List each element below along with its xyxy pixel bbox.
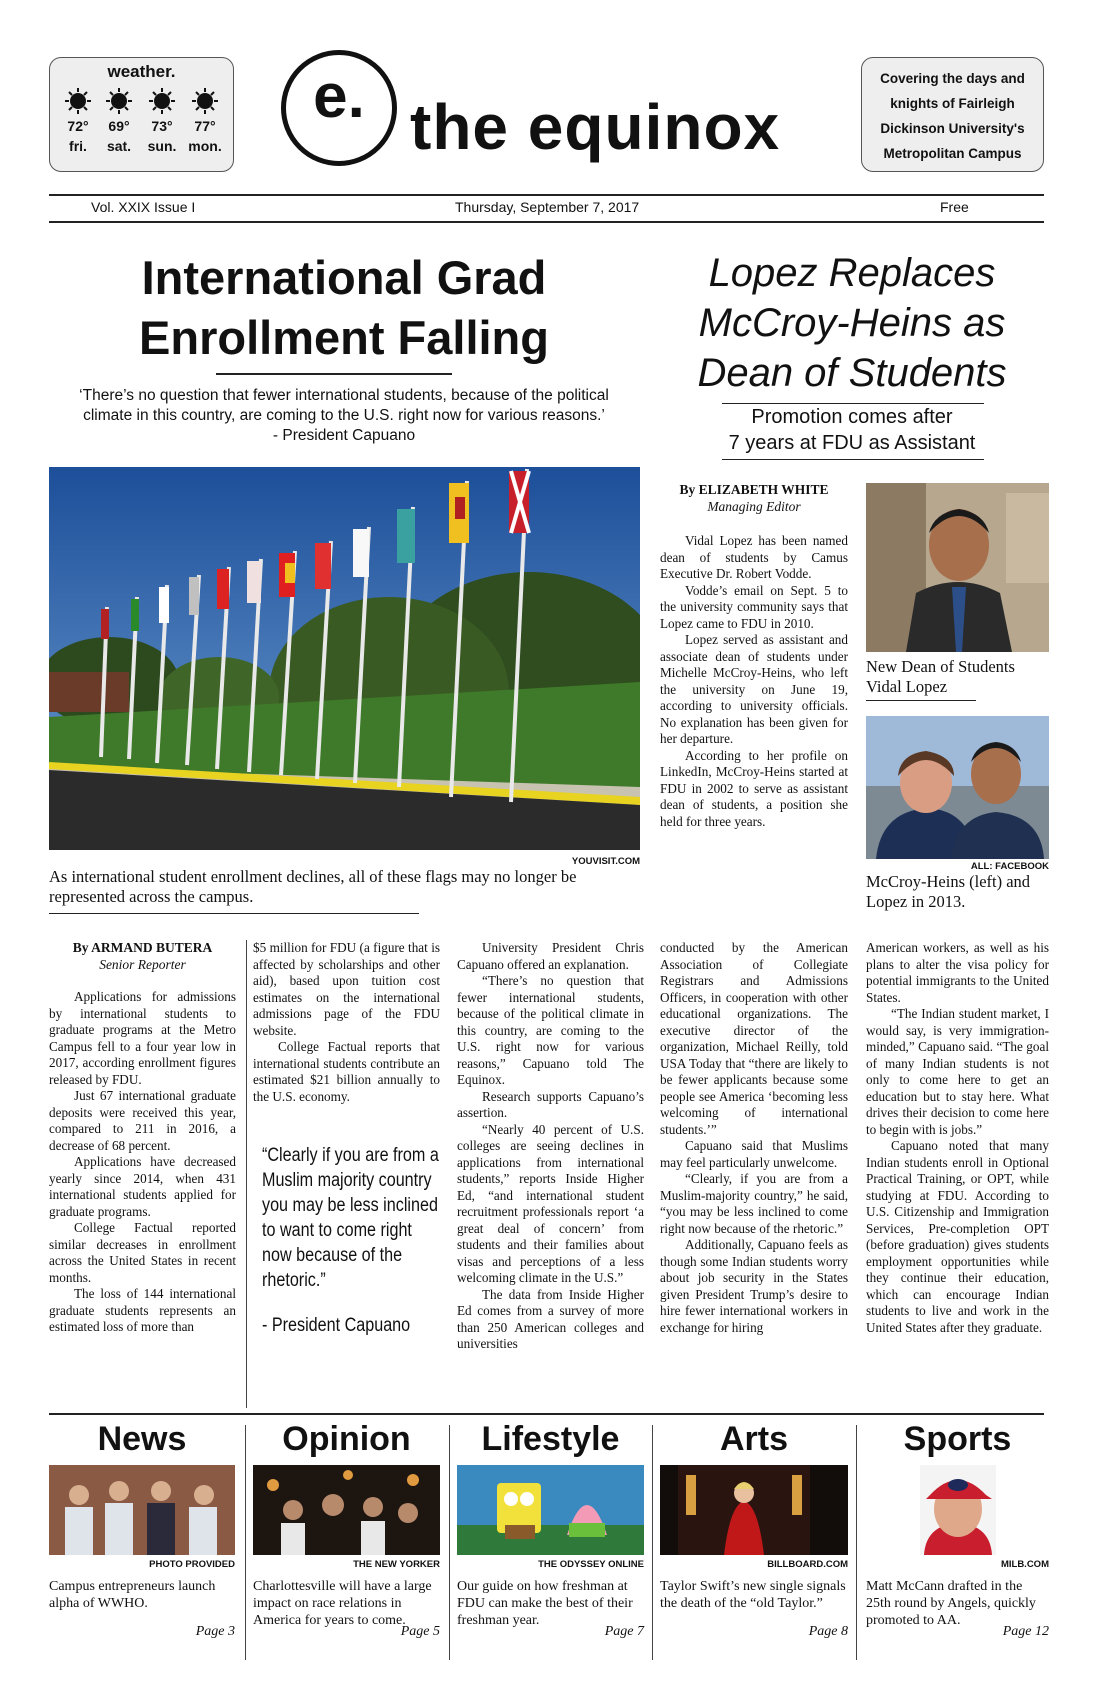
paragraph: American workers, as well as his plans to alter the visa policy for potential immigrants to the United States.: [866, 940, 1049, 1005]
weather-temp: 69°: [108, 118, 130, 134]
lead-story-column-4: [660, 940, 848, 1336]
portrait-illustration: [866, 716, 1049, 859]
column-divider: [449, 1425, 450, 1660]
paragraph: Vodde’s email on Sept. 5 to the university community says that Lopez came to FDU in 2010.: [660, 582, 848, 631]
lead-photo-flags: [49, 467, 640, 850]
weather-temp: 72°: [67, 118, 89, 134]
weather-box: [49, 57, 234, 172]
paragraph: “The Indian student market, I would say, is very immigration-minded,” Capuano said. “The goal of many Indian students is not only to come here to get an education but to stay here. What drives their decision to come here to begin with is jobs.”: [866, 1006, 1049, 1137]
paragraph: conducted by the American Association of Collegiate Registrars and Admissions Officers, in cooperation with other educational organizations. The executive director of the organization, Michael Reilly, told USA Today that “there are likely to be fewer applicants because some people see America ‘becoming less welcoming of international students.’”: [660, 940, 848, 1137]
issue-price: Free: [940, 199, 969, 215]
crowd-photo-illustration: [253, 1465, 440, 1555]
weather-day: fri.: [69, 138, 87, 154]
section-title: News: [97, 1420, 187, 1458]
paragraph: $5 million for FDU (a figure that is affected by scholarships and other aid), based upon tuition cost estimates on the international admissions page of the FDU website.: [253, 940, 440, 1038]
music-video-illustration: [660, 1465, 848, 1555]
lead-headline: [49, 248, 639, 368]
lead-story-column-5: [866, 940, 1049, 1336]
lead-story-column-2: [253, 940, 440, 1105]
paragraph: The loss of 144 international graduate students represents an estimated loss of more than: [49, 1286, 236, 1334]
paragraph: Additionally, Capuano feels as though some Indian students worry about job security in the States given President Trump’s desire to hire fewer international workers in exchange for hiring: [660, 1237, 848, 1335]
photo-credit: MILB.COM: [1000, 1559, 1049, 1570]
paragraph: University President Chris Capuano offered an explanation.: [457, 940, 644, 972]
column-divider: [245, 1425, 246, 1660]
second-story-text: [660, 482, 848, 830]
quote-attribution: - President Capuano: [262, 1315, 411, 1336]
portrait-illustration: [866, 483, 1049, 652]
paragraph: College Factual reported similar decreases in enrollment across the United States in recent months.: [49, 1220, 236, 1285]
section-news[interactable]: [49, 1420, 235, 1650]
weather-day: sat.: [106, 138, 132, 154]
section-arts[interactable]: [660, 1420, 848, 1650]
weather-day-mon: [185, 88, 225, 154]
weather-day-sat: [99, 88, 139, 154]
divider: [49, 194, 1044, 196]
sun-icon: [65, 88, 91, 114]
issue-date: Thursday, September 7, 2017: [455, 199, 640, 215]
quote-box: [262, 1143, 442, 1338]
lead-story-column-1: [49, 940, 236, 1336]
divider: [49, 913, 419, 914]
pull-quote-attribution: - President Capuano: [272, 427, 416, 444]
weather-day: sun.: [147, 138, 177, 154]
logo-mark: [281, 50, 397, 166]
paragraph: “There’s no question that fewer international students, because of the political climate in this country, are coming to the U.S. right now for various reasons,” Capuano told The Equinox.: [457, 973, 644, 1087]
photo-mccroy-heins-caption: McCroy-Heins (left) and Lopez in 2013.: [866, 872, 1031, 911]
mission-line: Covering the days and: [880, 71, 1025, 86]
divider: [49, 221, 1044, 223]
paragraph: Applications have decreased yearly since 2014, when 431 international students applied for graduate programs.: [49, 1154, 236, 1219]
section-page-link[interactable]: Page 7: [604, 1624, 644, 1639]
section-news-photo: [49, 1465, 235, 1555]
photo-mccroy-heins-lopez: [866, 716, 1049, 859]
paragraph: “Clearly, if you are from a Muslim-majority country,” he said, “you may be less inclined to come right now because of the rhetoric.”: [660, 1171, 848, 1236]
paragraph: College Factual reports that international students contribute an estimated $21 billion annually to the U.S. economy.: [253, 1039, 440, 1104]
mission-line: knights of Fairleigh: [890, 96, 1015, 111]
photo-credit: BILLBOARD.COM: [767, 1559, 848, 1570]
photo-credit: ALL: FACEBOOK: [970, 861, 1049, 872]
paragraph: Research supports Capuano’s assertion.: [457, 1088, 644, 1120]
weather-day: mon.: [188, 138, 222, 154]
lead-headline-line: International Grad: [141, 251, 547, 304]
divider: [722, 459, 984, 460]
paragraph: Applications for admissions by international students to graduate programs at the Metro Campus fell to a four year low in 2017, according enrollment figures released by FDU.: [49, 989, 236, 1087]
section-page-link[interactable]: Page 3: [195, 1624, 235, 1639]
byline-role: Managing Editor: [707, 498, 801, 514]
group-photo-illustration: [49, 1465, 235, 1555]
column-divider: [246, 940, 247, 1408]
section-page-link[interactable]: Page 8: [808, 1624, 848, 1639]
sun-icon: [192, 88, 218, 114]
column-divider: [652, 1425, 653, 1660]
photo-lopez: [866, 483, 1049, 652]
section-teaser: Charlottesville will have a large impact on race relations in America for years to come.: [253, 1579, 432, 1628]
paragraph: Capuano noted that many Indian students enroll in Optional Practical Training, or OPT, while studying at FDU. According to U.S. Citizenship and Immigration Services, Pre-completion OPT (before graduation) gives students employment opportunities while they continue their education, which can encourage Indian students to live and work in the United States after they graduate.: [866, 1138, 1049, 1335]
paragraph: Lopez served as assistant and associate dean of students under Michelle McCroy-Heins, who left the university on June 19, according to university officials. No explanation has been given for her departure.: [660, 632, 848, 746]
mission-line: Metropolitan Campus: [883, 146, 1022, 161]
section-lifestyle[interactable]: [457, 1420, 644, 1650]
weather-title: weather.: [107, 62, 176, 81]
byline: By ELIZABETH WHITE: [679, 482, 829, 497]
paragraph: According to her profile on LinkedIn, McCroy-Heins started at FDU in 2002 to serve as assistant dean of students, a position she held for three years.: [660, 747, 848, 829]
photo-credit: YOUVISIT.COM: [571, 856, 640, 867]
lead-headline-line: Enrollment Falling: [139, 311, 549, 364]
pull-quote-line: ‘There’s no question that fewer international students, because of the political: [79, 387, 609, 404]
section-page-link[interactable]: Page 5: [400, 1624, 440, 1639]
paragraph: Vidal Lopez has been named dean of students by Camus Executive Dr. Robert Vodde.: [660, 533, 848, 581]
subhead-line: 7 years at FDU as Assistant: [728, 432, 976, 454]
lead-story-column-3: [457, 940, 644, 1353]
byline-role: Senior Reporter: [99, 956, 186, 972]
second-subhead: [676, 404, 1028, 456]
second-headline-line: Dean of Students: [697, 351, 1007, 395]
section-title: Opinion: [282, 1420, 411, 1458]
section-teaser: Taylor Swift’s new single signals the death of the “old Taylor.”: [660, 1579, 846, 1611]
logo-letter: e.: [313, 62, 365, 131]
second-headline: [676, 248, 1028, 398]
section-sports-photo: [866, 1465, 1049, 1555]
sun-icon: [106, 88, 132, 114]
paragraph: “Nearly 40 percent of U.S. colleges are seeing declines in applications from international students,” reports Inside Higher Ed, “and international student recruitment professionals report ‘a great deal of concern’ from students and their families about visas and perceptions of a less welcoming climate in the U.S.”: [457, 1121, 644, 1285]
section-opinion[interactable]: [253, 1420, 440, 1650]
second-headline-line: Lopez Replaces: [708, 251, 996, 295]
section-title: Lifestyle: [481, 1420, 620, 1458]
quote-text: “Clearly if you are from a Muslim majority country you may be less inclined to want to come right now because of the rhetoric.”: [262, 1145, 439, 1291]
section-page-link[interactable]: Page 12: [1002, 1624, 1049, 1639]
section-teaser: Campus entrepreneurs launch alpha of WWHO.: [49, 1579, 216, 1611]
paragraph: Just 67 international graduate deposits were received this year, compared to 211 in 2016, a decrease of 68 percent.: [49, 1088, 236, 1153]
section-teaser: Our guide on how freshman at FDU can make the best of their freshman year.: [457, 1579, 633, 1628]
newspaper-name: the equinox: [410, 91, 781, 163]
mission-box: [861, 57, 1044, 172]
column-divider: [856, 1425, 857, 1660]
subhead-line: Promotion comes after: [751, 406, 953, 428]
weather-temp: 73°: [151, 118, 173, 134]
section-sports[interactable]: [866, 1420, 1049, 1650]
player-portrait-illustration: [866, 1465, 1049, 1555]
section-opinion-photo: [253, 1465, 440, 1555]
second-headline-line: McCroy-Heins as: [698, 301, 1006, 345]
divider: [49, 1413, 1044, 1415]
sun-icon: [149, 88, 175, 114]
photo-credit: THE ODYSSEY ONLINE: [538, 1559, 644, 1570]
cartoon-illustration: [457, 1465, 644, 1555]
section-title: Sports: [903, 1420, 1012, 1458]
paragraph: The data from Inside Higher Ed comes from a survey of more than 250 American colleges and universities: [457, 1286, 644, 1351]
section-teaser: Matt McCann drafted in the 25th round by Angels, quickly promoted to AA.: [866, 1579, 1036, 1628]
photo-credit: THE NEW YORKER: [353, 1559, 440, 1570]
weather-day-sun: [142, 88, 182, 154]
photo-lopez-caption: New Dean of Students Vidal Lopez: [866, 657, 1015, 696]
flags-illustration: [49, 467, 640, 850]
weather-temp: 77°: [194, 118, 216, 134]
section-title: Arts: [719, 1420, 789, 1458]
mission-line: Dickinson University's: [880, 121, 1025, 136]
section-arts-photo: [660, 1465, 848, 1555]
weather-day-fri: [58, 88, 98, 154]
issue-volume: Vol. XXIX Issue I: [91, 199, 196, 215]
divider: [216, 373, 452, 375]
paragraph: Capuano said that Muslims may feel particularly unwelcome.: [660, 1138, 848, 1170]
lead-photo-caption: As international student enrollment declines, all of these flags may no longer be represented across the campus.: [49, 867, 577, 906]
section-lifestyle-photo: [457, 1465, 644, 1555]
photo-credit: PHOTO PROVIDED: [149, 1559, 235, 1570]
byline: By ARMAND BUTERA: [72, 940, 213, 955]
lead-pull-quote: [49, 386, 639, 446]
divider: [866, 700, 976, 701]
pull-quote-line: climate in this country, are coming to the U.S. right now for various reasons.’: [83, 407, 605, 424]
